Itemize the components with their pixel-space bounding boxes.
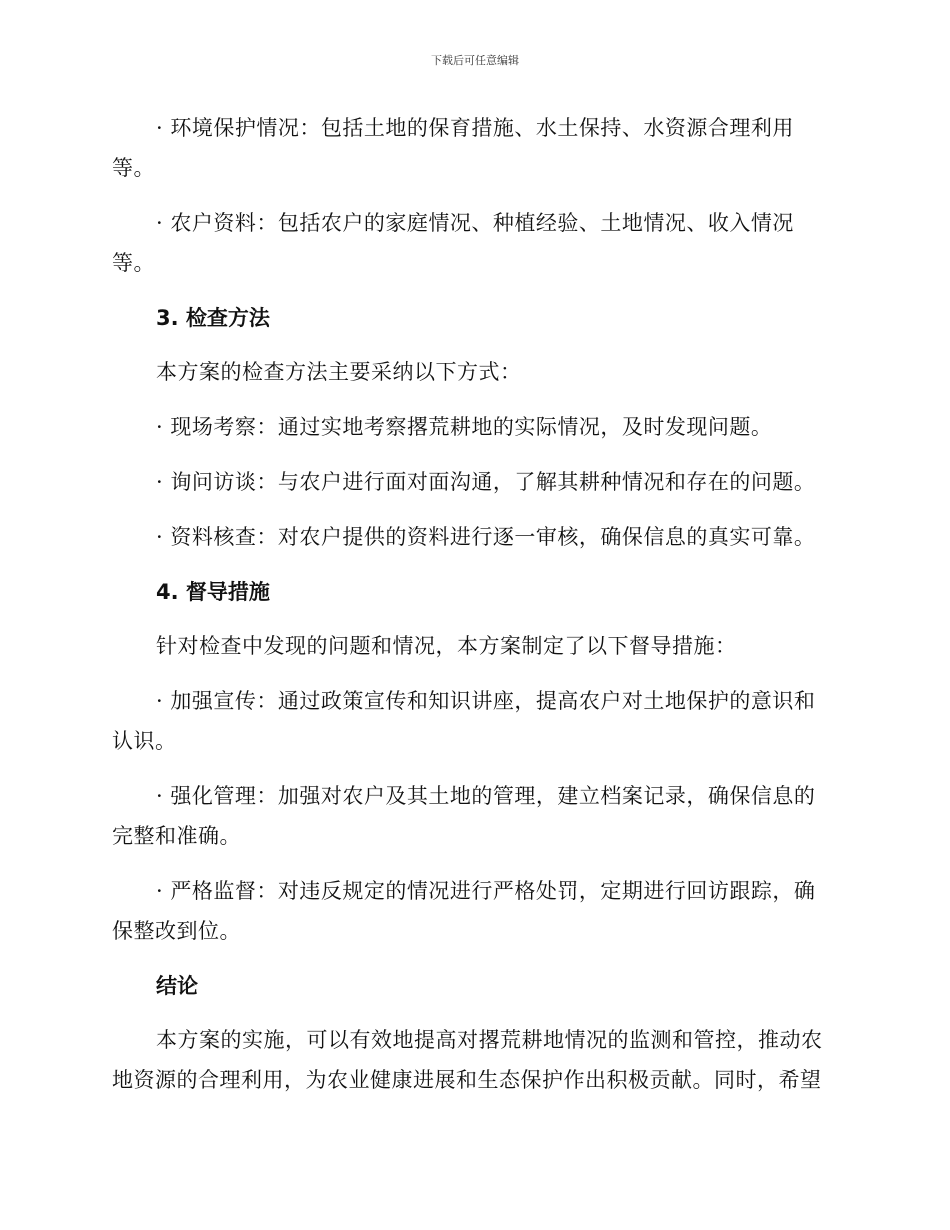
paragraph-interview: · 询问访谈：与农户进行面对面沟通，了解其耕种情况和存在的问题。: [156, 470, 816, 494]
section-heading-supervision-measures: 4. 督导措施: [156, 580, 270, 604]
document-body: [112, 108, 832, 1115]
paragraph-environment-protection: · 环境保护情况：包括土地的保育措施、水土保持、水资源合理利用等。: [112, 116, 794, 180]
header-note: 下载后可任意编辑: [431, 54, 519, 67]
section-heading-inspection-method: 3. 检查方法: [156, 306, 270, 330]
paragraph-conclusion: 本方案的实施，可以有效地提高对撂荒耕地情况的监测和管控，推动农地资源的合理利用，为农业健康进展和生态保护作出积极贡献。同时，希望: [112, 1028, 823, 1092]
paragraph-publicity: · 加强宣传：通过政策宣传和知识讲座，提高农户对土地保护的意识和认识。: [112, 689, 816, 753]
paragraph-document-check: · 资料核查：对农户提供的资料进行逐一审核，确保信息的真实可靠。: [156, 525, 816, 549]
section-heading-conclusion: 结论: [156, 974, 198, 998]
paragraph-site-inspection: · 现场考察：通过实地考察撂荒耕地的实际情况，及时发现问题。: [156, 415, 773, 439]
paragraph-measures-intro: 针对检查中发现的问题和情况，本方案制定了以下督导措施：: [156, 634, 737, 658]
paragraph-method-intro: 本方案的检查方法主要采纳以下方式：: [156, 360, 522, 384]
paragraph-management: · 强化管理：加强对农户及其土地的管理，建立档案记录，确保信息的完整和准确。: [112, 784, 816, 848]
paragraph-supervision: · 严格监督：对违反规定的情况进行严格处罚，定期进行回访跟踪，确保整改到位。: [112, 879, 816, 943]
paragraph-farmer-data: · 农户资料：包括农户的家庭情况、种植经验、土地情况、收入情况等。: [112, 211, 794, 275]
